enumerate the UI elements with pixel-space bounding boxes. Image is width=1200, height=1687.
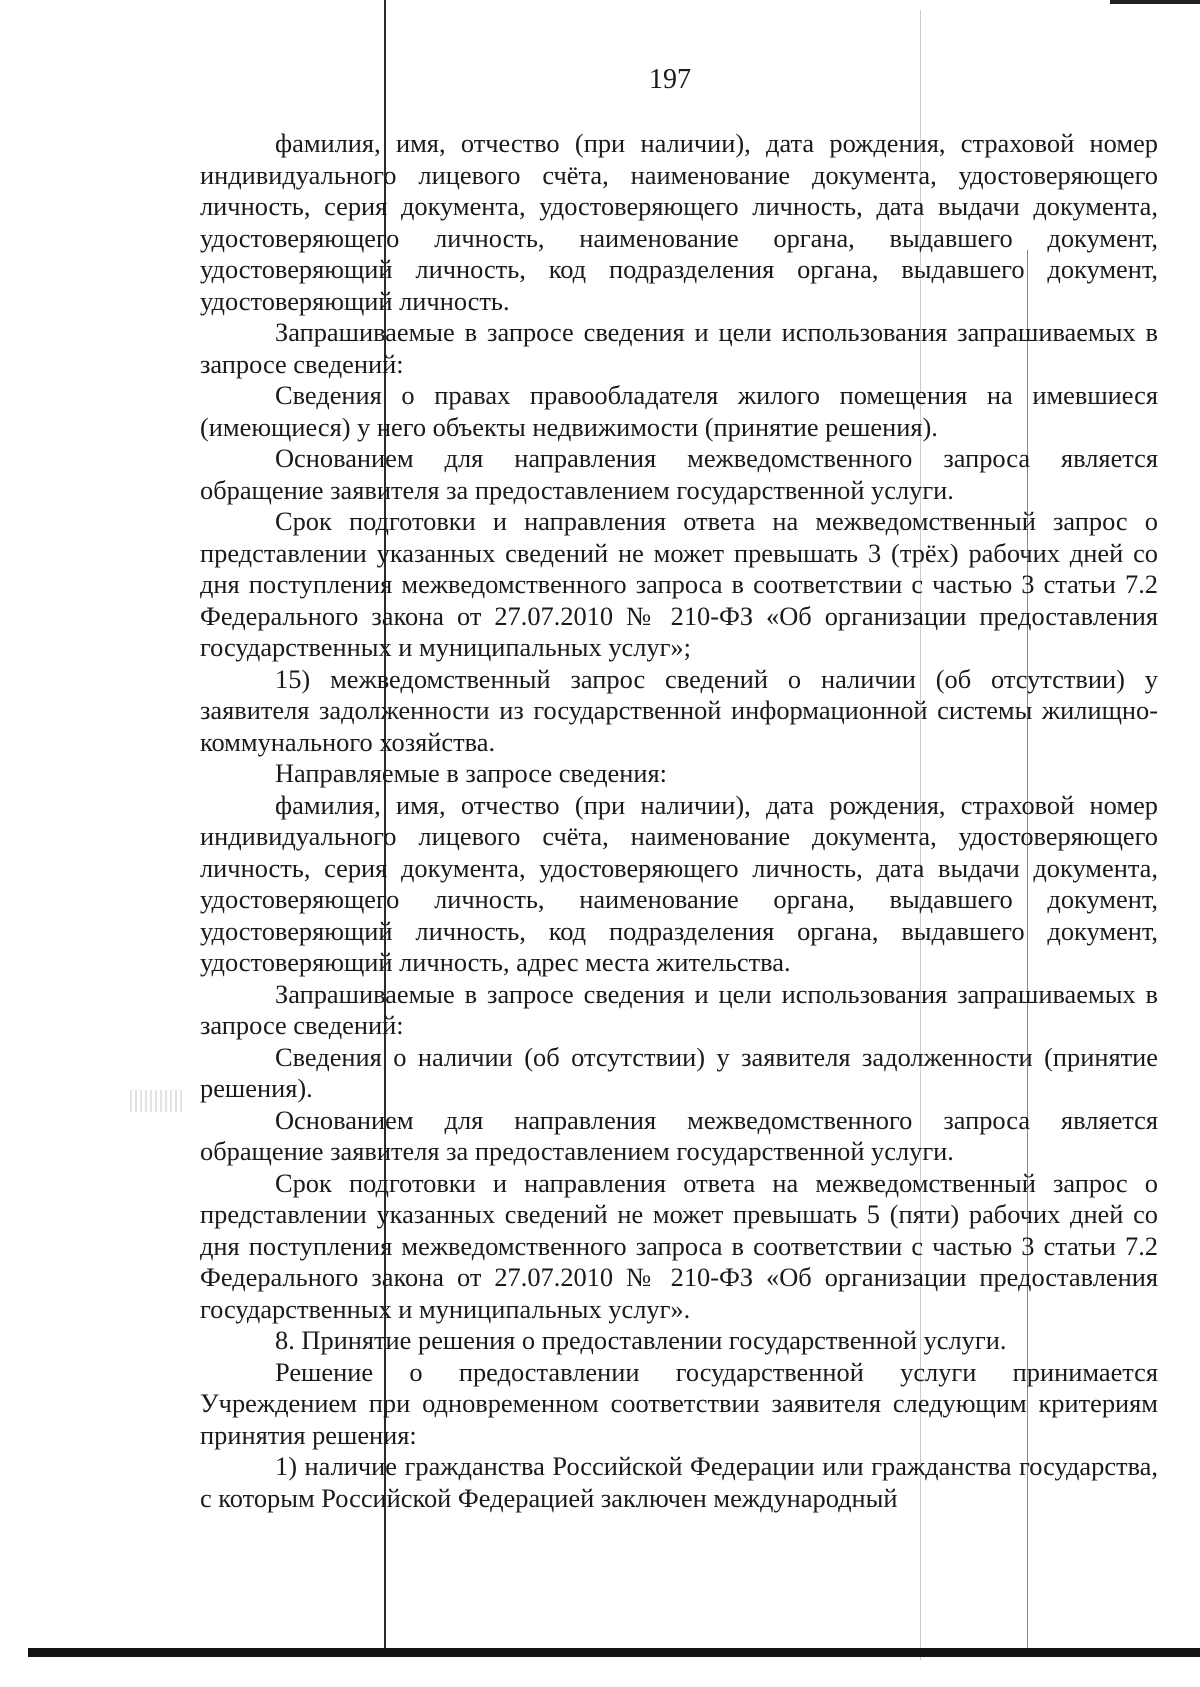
- paragraph: Срок подготовки и направления ответа на межведомственный запрос о представлении указанных сведений не может превышать 3 (трёх) рабочих дней со дня поступления межведомственного запроса в соответствии с частью 3 статьи 7.2 Федерального закона от 27.07.2010 № 210-ФЗ «Об организации предоставления государственных и муниципальных услуг»;: [200, 506, 1158, 662]
- list-item-paragraph: 1) наличие гражданства Российской Федерации или гражданства государства, с которым Российской Федерацией заключен международный: [200, 1451, 1158, 1513]
- section-heading: 8. Принятие решения о предоставлении государственной услуги.: [275, 1325, 1007, 1355]
- scan-artifact-bar: [1110, 0, 1200, 4]
- scan-noise: [130, 1090, 185, 1112]
- paragraph: фамилия, имя, отчество (при наличии), дата рождения, страховой номер индивидуального лицевого счёта, наименование документа, удостоверяющего личность, серия документа, удостоверяющего личность, дата выдачи документа, удостоверяющего личность, наименование органа, выдавшего документ, удостоверяющий личность, код подразделения органа, выдавшего документ, удостоверяющий личность.: [200, 128, 1158, 316]
- paragraph: Решение о предоставлении государственной услуги принимается Учреждением при одновременном соответствии заявителя следующим критериям принятия решения:: [200, 1356, 1158, 1450]
- paragraph: Запрашиваемые в запросе сведения и цели использования запрашиваемых в запросе сведений:: [200, 978, 1158, 1040]
- paragraph: Основанием для направления межведомственного запроса является обращение заявителя за предоставлением государственной услуги.: [200, 443, 1158, 505]
- paragraph: Основанием для направления межведомственного запроса является обращение заявителя за предоставлением государственной услуги.: [200, 1104, 1158, 1166]
- paragraph: Сведения о наличии (об отсутствии) у заявителя задолженности (принятие решения).: [200, 1041, 1158, 1103]
- document-body: [200, 128, 1158, 1514]
- paragraph: Сведения о правах правообладателя жилого помещения на имевшиеся (имеющиеся) у него объекты недвижимости (принятие решения).: [200, 380, 1158, 442]
- paragraph: Запрашиваемые в запросе сведения и цели использования запрашиваемых в запросе сведений:: [200, 317, 1158, 379]
- scan-artifact-bar: [28, 1648, 1200, 1657]
- page-number: 197: [649, 64, 691, 95]
- list-item-paragraph: 15) межведомственный запрос сведений о наличии (об отсутствии) у заявителя задолженности из государственной информационной системы жилищно-коммунального хозяйства.: [200, 663, 1158, 757]
- paragraph: Направляемые в запросе сведения:: [275, 758, 667, 788]
- paragraph: фамилия, имя, отчество (при наличии), дата рождения, страховой номер индивидуального лицевого счёта, наименование документа, удостоверяющего личность, серия документа, удостоверяющего личность, дата выдачи документа, удостоверяющего личность, наименование органа, выдавшего документ, удостоверяющий личность, код подразделения органа, выдавшего документ, удостоверяющий личность, адрес места жительства.: [200, 789, 1158, 977]
- paragraph: Срок подготовки и направления ответа на межведомственный запрос о представлении указанных сведений не может превышать 5 (пяти) рабочих дней со дня поступления межведомственного запроса в соответствии с частью 3 статьи 7.2 Федерального закона от 27.07.2010 № 210-ФЗ «Об организации предоставления государственных и муниципальных услуг».: [200, 1167, 1158, 1324]
